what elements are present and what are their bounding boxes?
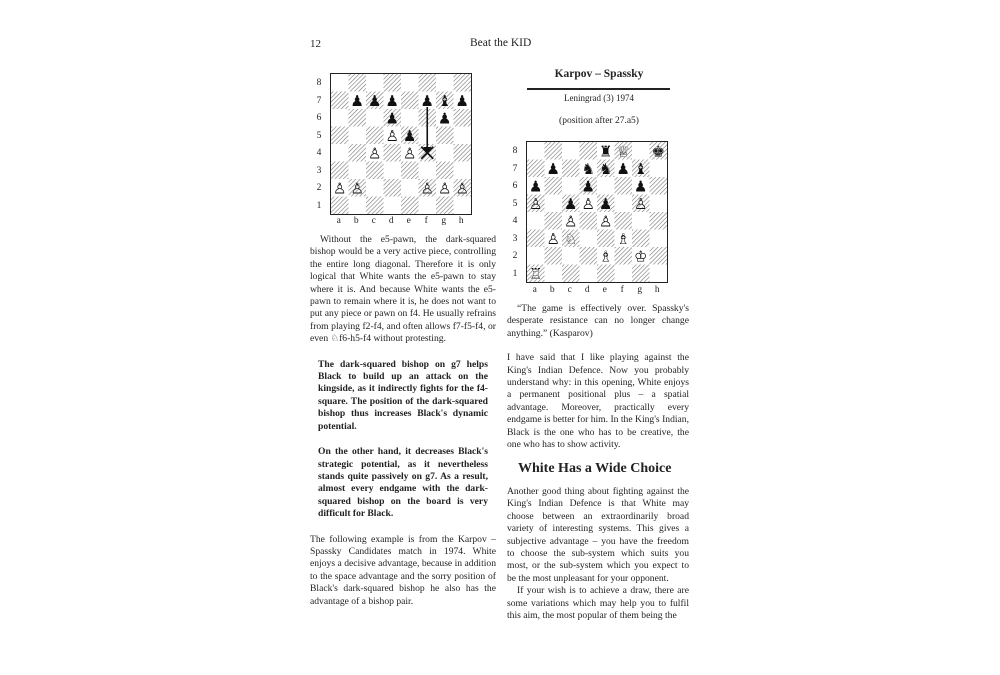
rank-label: 3: [316, 165, 322, 176]
light-square: [615, 195, 633, 213]
light-square: [349, 127, 367, 145]
light-square: [650, 230, 668, 248]
light-square: [580, 230, 598, 248]
file-label: b: [353, 216, 359, 226]
file-label: b: [549, 285, 555, 295]
file-label: h: [458, 216, 464, 226]
light-square: [331, 109, 349, 127]
piece-d5: ♙: [385, 126, 399, 145]
piece-b7: ♟: [350, 91, 364, 110]
piece-g7: ♝: [634, 159, 648, 178]
piece-d6: ♟: [385, 109, 399, 128]
bold-paragraph: On the other hand, it decreases Black's strategic potential, as it nevertheless stands quite passively on g7. As a result, almost every endgame with the dark-squared bishop on the board is very difficult for Black.: [318, 446, 488, 520]
paragraph: Another good thing about fighting against the King's Indian Defence is that White may choose between an extraordinarily broad variety of interesting systems. This gives a subjective advantage – you have the freedom to choose the sub-system which suits you most, or the sub-system which you expect to be the most unpleasant for your opponent.: [507, 485, 689, 584]
rank-label: 7: [512, 163, 518, 174]
dark-square: [366, 162, 384, 180]
dark-square: [580, 247, 598, 265]
left-column: [310, 234, 496, 608]
chess-diagram-2: [526, 141, 668, 283]
piece-g6: ♟: [634, 177, 648, 196]
diagram-1-ranks: [314, 75, 324, 215]
piece-e5: ♟: [403, 126, 417, 145]
piece-f2: ♙: [420, 179, 434, 198]
light-square: [454, 197, 472, 215]
light-square: [597, 177, 615, 195]
light-square: [580, 265, 598, 283]
dark-square: [650, 212, 668, 230]
dark-square: [331, 92, 349, 110]
dark-square: [331, 162, 349, 180]
dark-square: [384, 144, 402, 162]
file-label: d: [584, 285, 590, 295]
light-square: [562, 142, 580, 160]
rank-label: 6: [512, 181, 518, 191]
piece-a1: ♖: [529, 264, 543, 283]
bold-paragraph: The dark-squared bishop on g7 helps Black to build up an attack on the kingside, as it indirectly fights for the f4-square. The position of the dark-squared bishop thus increases Black's dynamic potential.: [318, 358, 488, 432]
dark-square: [419, 74, 437, 92]
piece-d7: ♟: [385, 91, 399, 110]
game-title: Karpov – Spassky: [554, 68, 644, 80]
dark-square: [366, 127, 384, 145]
piece-a6: ♟: [529, 177, 543, 196]
light-square: [545, 195, 563, 213]
piece-e8: ♜: [599, 142, 613, 161]
position-note: (position after 27.a5): [559, 116, 639, 126]
dark-square: [597, 230, 615, 248]
file-label: e: [406, 216, 411, 226]
rank-label: 2: [512, 251, 518, 261]
piece-b2: ♙: [350, 179, 364, 198]
rank-label: 2: [316, 183, 322, 193]
right-column: [507, 303, 689, 622]
piece-e5: ♟: [599, 194, 613, 213]
light-square: [650, 160, 668, 178]
piece-c5: ♟: [564, 194, 578, 213]
piece-e4: ♙: [599, 212, 613, 231]
light-square: [562, 177, 580, 195]
dark-square: [650, 177, 668, 195]
piece-g7: ♝: [438, 91, 452, 110]
rank-label: 8: [316, 78, 322, 88]
dark-square: [632, 265, 650, 283]
piece-f3: ♗: [616, 229, 630, 248]
piece-e4: ♙: [403, 144, 417, 163]
light-square: [384, 162, 402, 180]
piece-d7: ♞: [581, 159, 595, 178]
dark-square: [580, 212, 598, 230]
light-square: [331, 144, 349, 162]
paragraph: If your wish is to achieve a draw, there are some variations which may help you to fulfil this aim, the most popular of them being the: [507, 585, 689, 621]
dark-square: [436, 162, 454, 180]
light-square: [366, 109, 384, 127]
dark-square: [454, 109, 472, 127]
dark-square: [527, 230, 545, 248]
piece-h8: ♚: [651, 142, 665, 161]
section-heading: White Has a Wide Choice: [518, 461, 672, 477]
piece-c4: ♙: [368, 144, 382, 163]
piece-h7: ♟: [455, 91, 469, 110]
piece-g5: ♙: [634, 194, 648, 213]
file-label: g: [441, 216, 447, 226]
piece-g2: ♙: [438, 179, 452, 198]
light-square: [632, 142, 650, 160]
light-square: [349, 162, 367, 180]
dark-square: [401, 162, 419, 180]
dark-square: [562, 265, 580, 283]
dark-square: [366, 197, 384, 215]
piece-h2: ♙: [455, 179, 469, 198]
dark-square: [384, 179, 402, 197]
file-label: e: [602, 285, 607, 295]
diagram-2-ranks: [510, 143, 520, 283]
dark-square: [545, 177, 563, 195]
light-square: [419, 197, 437, 215]
rank-label: 5: [316, 130, 322, 141]
piece-c4: ♙: [564, 212, 578, 231]
dark-square: [349, 144, 367, 162]
dark-square: [615, 212, 633, 230]
light-square: [527, 142, 545, 160]
rank-label: 7: [316, 95, 322, 106]
diagram-1-files: [330, 216, 470, 226]
light-square: [384, 197, 402, 215]
rank-label: 5: [512, 198, 518, 209]
piece-d6: ♟: [581, 177, 595, 196]
piece-b3: ♙: [546, 229, 560, 248]
light-square: [401, 109, 419, 127]
paragraph: The following example is from the Karpov – Spassky Candidates match in 1974. White enjoys a decisive advantage, because in addition to the space advantage and the sorry position of Black's dark-squared bishop he also has the advantage of a bishop pair.: [310, 533, 496, 607]
dark-square: [454, 144, 472, 162]
game-event: Leningrad (3) 1974: [564, 93, 634, 103]
dark-square: [545, 142, 563, 160]
piece-e2: ♗: [599, 247, 613, 266]
dark-square: [615, 177, 633, 195]
piece-g2: ♔: [634, 247, 648, 266]
paragraph: I have said that I like playing against the King's Indian Defence. Now you probably understand why: in this opening, White enjoys a permanent positional plus – a spatial advantage. Moreover, practically every endgame is better for him. In the King's Indian, Black is the one who has to be creative, the one who has to show activity.: [507, 352, 689, 451]
page-number: 12: [310, 38, 321, 50]
piece-a2: ♙: [333, 179, 347, 198]
light-square: [454, 162, 472, 180]
light-square: [401, 74, 419, 92]
piece-b7: ♟: [546, 159, 560, 178]
piece-f7: ♟: [616, 159, 630, 178]
rank-label: 4: [512, 216, 518, 226]
rank-label: 1: [512, 268, 518, 279]
dark-square: [580, 142, 598, 160]
light-square: [419, 162, 437, 180]
quote-paragraph: “The game is effectively over. Spassky's desperate resistance can no longer change anything.” (Kasparov): [507, 303, 689, 339]
dark-square: [545, 212, 563, 230]
light-square: [454, 127, 472, 145]
piece-a5: ♙: [529, 194, 543, 213]
file-label: d: [388, 216, 394, 226]
rank-label: 8: [512, 146, 518, 156]
light-square: [527, 247, 545, 265]
dark-square: [650, 247, 668, 265]
light-square: [349, 197, 367, 215]
rank-label: 4: [316, 148, 322, 158]
dark-square: [597, 265, 615, 283]
light-square: [615, 265, 633, 283]
paragraph: Without the e5-pawn, the dark-squared bishop would be a very active piece, controlling the entire long diagonal. Therefore it is only logical that White wants the e5-pawn to stay where it is. And because White wants the e5-pawn to remain where it is, he does not want to put any piece or pawn on f4. He usually refrains from playing f2-f4, and often allows f7-f5-f4, or even ♘f6-h5-f4 without protesting.: [310, 234, 496, 345]
chess-diagram-1: [330, 73, 472, 215]
file-label: c: [567, 285, 572, 295]
rank-label: 3: [512, 233, 518, 244]
rank-label: 1: [316, 200, 322, 211]
light-square: [545, 265, 563, 283]
light-square: [650, 195, 668, 213]
dark-square: [349, 74, 367, 92]
light-square: [436, 74, 454, 92]
dark-square: [401, 197, 419, 215]
file-label: a: [336, 216, 341, 226]
file-label: a: [532, 285, 537, 295]
dark-square: [331, 197, 349, 215]
light-square: [366, 179, 384, 197]
piece-e7: ♞: [599, 159, 613, 178]
running-header: Beat the KID: [470, 37, 532, 49]
light-square: [331, 74, 349, 92]
dark-square: [349, 109, 367, 127]
dark-square: [436, 197, 454, 215]
piece-f7: ♟: [420, 91, 434, 110]
light-square: [366, 74, 384, 92]
file-label: g: [637, 285, 643, 295]
dark-square: [454, 74, 472, 92]
file-label: f: [620, 285, 624, 295]
piece-f8: ♕: [616, 142, 630, 161]
file-label: c: [371, 216, 376, 226]
light-square: [650, 265, 668, 283]
dark-square: [401, 92, 419, 110]
light-square: [632, 212, 650, 230]
light-square: [527, 212, 545, 230]
dark-square: [436, 127, 454, 145]
light-square: [562, 247, 580, 265]
dark-square: [562, 160, 580, 178]
piece-g6: ♟: [438, 109, 452, 128]
title-rule: [527, 88, 670, 90]
light-square: [436, 144, 454, 162]
file-label: f: [424, 216, 428, 226]
dark-square: [545, 247, 563, 265]
dark-square: [384, 74, 402, 92]
rank-label: 6: [316, 113, 322, 123]
dark-square: [527, 160, 545, 178]
dark-square: [331, 127, 349, 145]
diagram-2-files: [526, 285, 666, 295]
dark-square: [632, 230, 650, 248]
light-square: [401, 179, 419, 197]
piece-c3: ♘: [564, 229, 578, 248]
piece-c7: ♟: [368, 91, 382, 110]
piece-d5: ♙: [581, 194, 595, 213]
file-label: h: [654, 285, 660, 295]
dark-square: [615, 247, 633, 265]
